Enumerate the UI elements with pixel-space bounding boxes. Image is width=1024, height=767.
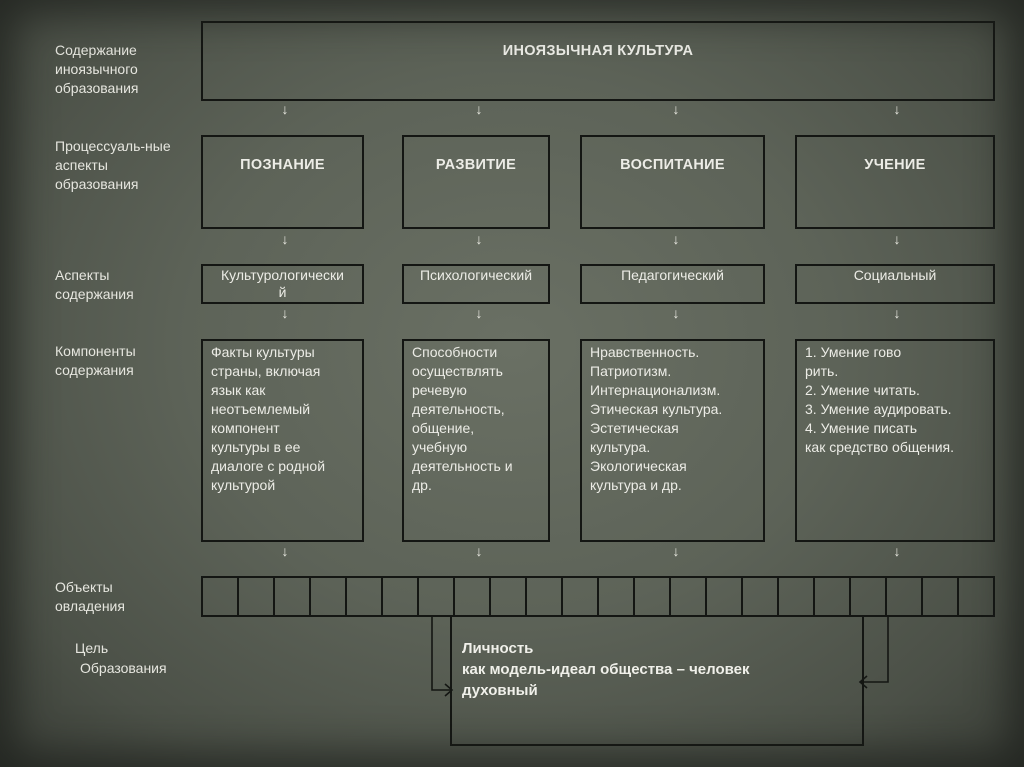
label-objects: Объекты овладения <box>55 579 125 614</box>
arrow-down-icon: ↓ <box>475 543 483 559</box>
arrow-down-icon: ↓ <box>672 543 680 559</box>
arrow-down-icon: ↓ <box>475 101 483 117</box>
component-box-skills: 1. Умение гово рить. 2. Умение читать. 3. Умение аудировать. 4. Умение писать как средство общения. <box>795 339 995 542</box>
label-goal-2: Образования <box>80 660 167 676</box>
label-goal: Цель <box>75 640 109 656</box>
aspect-box-cultural: Культурологически й <box>201 264 364 304</box>
arrow-down-icon: ↓ <box>893 543 901 559</box>
component-box-morality: Нравственность. Патриотизм. Интернационализм. Этическая культура. Эстетическая культура. Экологическая культура и др. <box>580 339 765 542</box>
label-aspects: Аспекты содержания <box>55 267 134 302</box>
arrow-down-icon: ↓ <box>893 231 901 247</box>
arrow-down-icon: ↓ <box>281 231 289 247</box>
aspect-box-psychological: Психологический <box>402 264 550 304</box>
process-box-cognition: ПОЗНАНИЕ <box>201 135 364 229</box>
left-connector-arrow <box>432 617 452 690</box>
aspect-box-social: Социальный <box>795 264 995 304</box>
arrow-down-icon: ↓ <box>893 305 901 321</box>
top-box-foreign-culture: ИНОЯЗЫЧНАЯ КУЛЬТУРА <box>201 21 995 101</box>
arrow-down-icon: ↓ <box>281 305 289 321</box>
arrow-down-icon: ↓ <box>281 101 289 117</box>
label-components: Компоненты содержания <box>55 343 136 378</box>
arrow-down-icon: ↓ <box>475 305 483 321</box>
goal-line-3: духовный <box>462 682 538 699</box>
component-box-abilities: Способности осуществлять речевую деятельность, общение, учебную деятельность и др. <box>402 339 550 542</box>
arrow-down-icon: ↓ <box>672 305 680 321</box>
arrow-down-icon: ↓ <box>672 231 680 247</box>
right-connector-arrow <box>860 617 888 682</box>
label-process: Процессуаль-ные аспекты образования <box>55 138 171 192</box>
arrow-down-icon: ↓ <box>893 101 901 117</box>
process-box-development: РАЗВИТИЕ <box>402 135 550 229</box>
goal-line-2: как модель-идеал общества – человек <box>462 661 750 678</box>
label-content: Содержание иноязычного образования <box>55 42 139 96</box>
arrow-down-icon: ↓ <box>672 101 680 117</box>
aspect-box-pedagogical: Педагогический <box>580 264 765 304</box>
process-box-upbringing: ВОСПИТАНИЕ <box>580 135 765 229</box>
component-box-culture-facts: Факты культуры страны, включая язык как неотъемлемый компонент культуры в ее диалоге с родной культурой <box>201 339 364 542</box>
arrow-down-icon: ↓ <box>281 543 289 559</box>
process-box-learning: УЧЕНИЕ <box>795 135 995 229</box>
arrow-down-icon: ↓ <box>475 231 483 247</box>
goal-line-1: Личность <box>462 640 534 657</box>
